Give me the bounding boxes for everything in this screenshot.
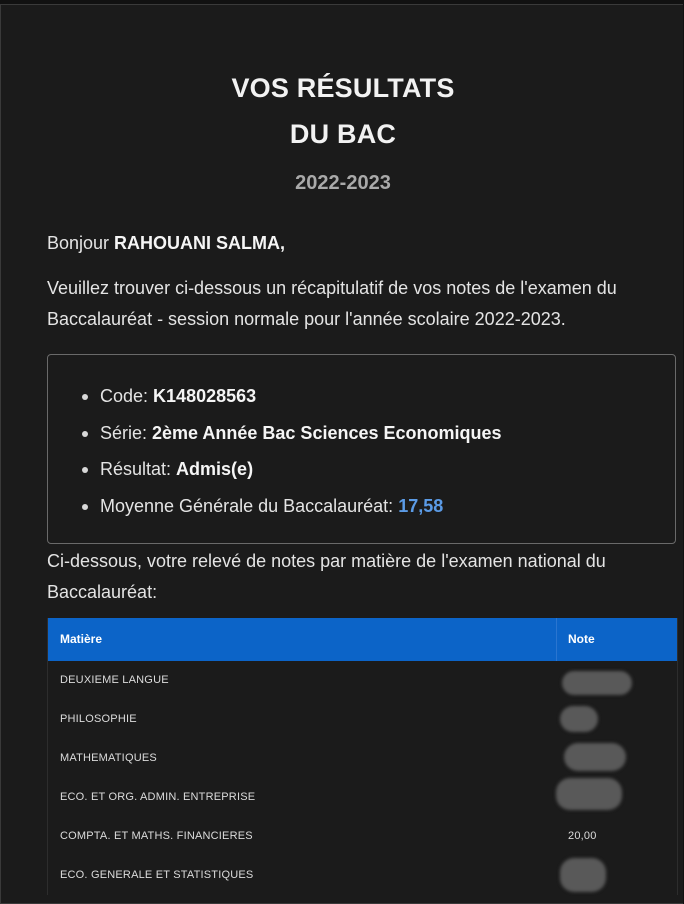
page-title-line1: VOS RÉSULTATS bbox=[231, 73, 455, 103]
summary-item-resultat bbox=[82, 451, 502, 488]
redacted-note-mark bbox=[560, 706, 598, 732]
summary-list bbox=[82, 378, 502, 524]
header-note: Note bbox=[568, 632, 595, 646]
code-value: K148028563 bbox=[153, 386, 257, 406]
grades-table bbox=[47, 618, 678, 895]
row-matiere: PHILOSOPHIE bbox=[60, 713, 137, 725]
redacted-note-mark bbox=[560, 858, 606, 892]
table-row bbox=[48, 661, 677, 700]
code-label: Code: bbox=[100, 386, 154, 406]
header-matiere: Matière bbox=[60, 632, 103, 646]
moyenne-value: 17,58 bbox=[398, 495, 444, 516]
table-row bbox=[48, 817, 677, 856]
header-separator bbox=[556, 618, 557, 661]
row-matiere: COMPTA. ET MATHS. FINANCIERES bbox=[60, 830, 253, 842]
redacted-note-mark bbox=[556, 778, 622, 810]
row-matiere: ECO. ET ORG. ADMIN. ENTREPRISE bbox=[60, 791, 256, 803]
row-note: 20,00 bbox=[568, 830, 597, 842]
redacted-note-mark bbox=[562, 671, 632, 695]
redacted-note-mark bbox=[564, 743, 626, 771]
releve-intro-text: Ci-dessous, votre relevé de notes par matière de l'examen national du Baccalauréat: bbox=[47, 551, 606, 602]
serie-value: 2ème Année Bac Sciences Economiques bbox=[152, 422, 502, 443]
results-card bbox=[0, 4, 683, 904]
resultat-value: Admis(e) bbox=[176, 459, 254, 479]
table-row bbox=[48, 856, 677, 895]
table-row bbox=[48, 739, 677, 778]
greeting-prefix: Bonjour bbox=[47, 233, 115, 253]
moyenne-label: Moyenne Générale du Baccalauréat: bbox=[100, 495, 399, 516]
greeting bbox=[47, 228, 667, 259]
table-row bbox=[48, 700, 677, 739]
page-title-line2: DU BAC bbox=[289, 119, 397, 149]
row-matiere: DEUXIEME LANGUE bbox=[60, 674, 169, 686]
summary-box bbox=[47, 354, 676, 544]
row-matiere: MATHEMATIQUES bbox=[60, 752, 157, 764]
resultat-label: Résultat: bbox=[100, 459, 177, 479]
intro-text: Veuillez trouver ci-dessous un récapitulatif de vos notes de l'examen du Baccalauréat - session normale pour l'année scolaire 2022-2023. bbox=[47, 278, 617, 329]
serie-label: Série: bbox=[100, 422, 153, 443]
table-row bbox=[48, 778, 677, 817]
row-matiere: ECO. GENERALE ET STATISTIQUES bbox=[60, 869, 254, 881]
summary-item-serie bbox=[82, 415, 502, 452]
grades-table-header bbox=[48, 618, 677, 661]
school-year: 2022-2023 bbox=[295, 172, 391, 194]
summary-item-code bbox=[82, 378, 502, 415]
summary-item-moyenne bbox=[82, 488, 502, 525]
student-name: RAHOUANI SALMA, bbox=[114, 233, 286, 253]
